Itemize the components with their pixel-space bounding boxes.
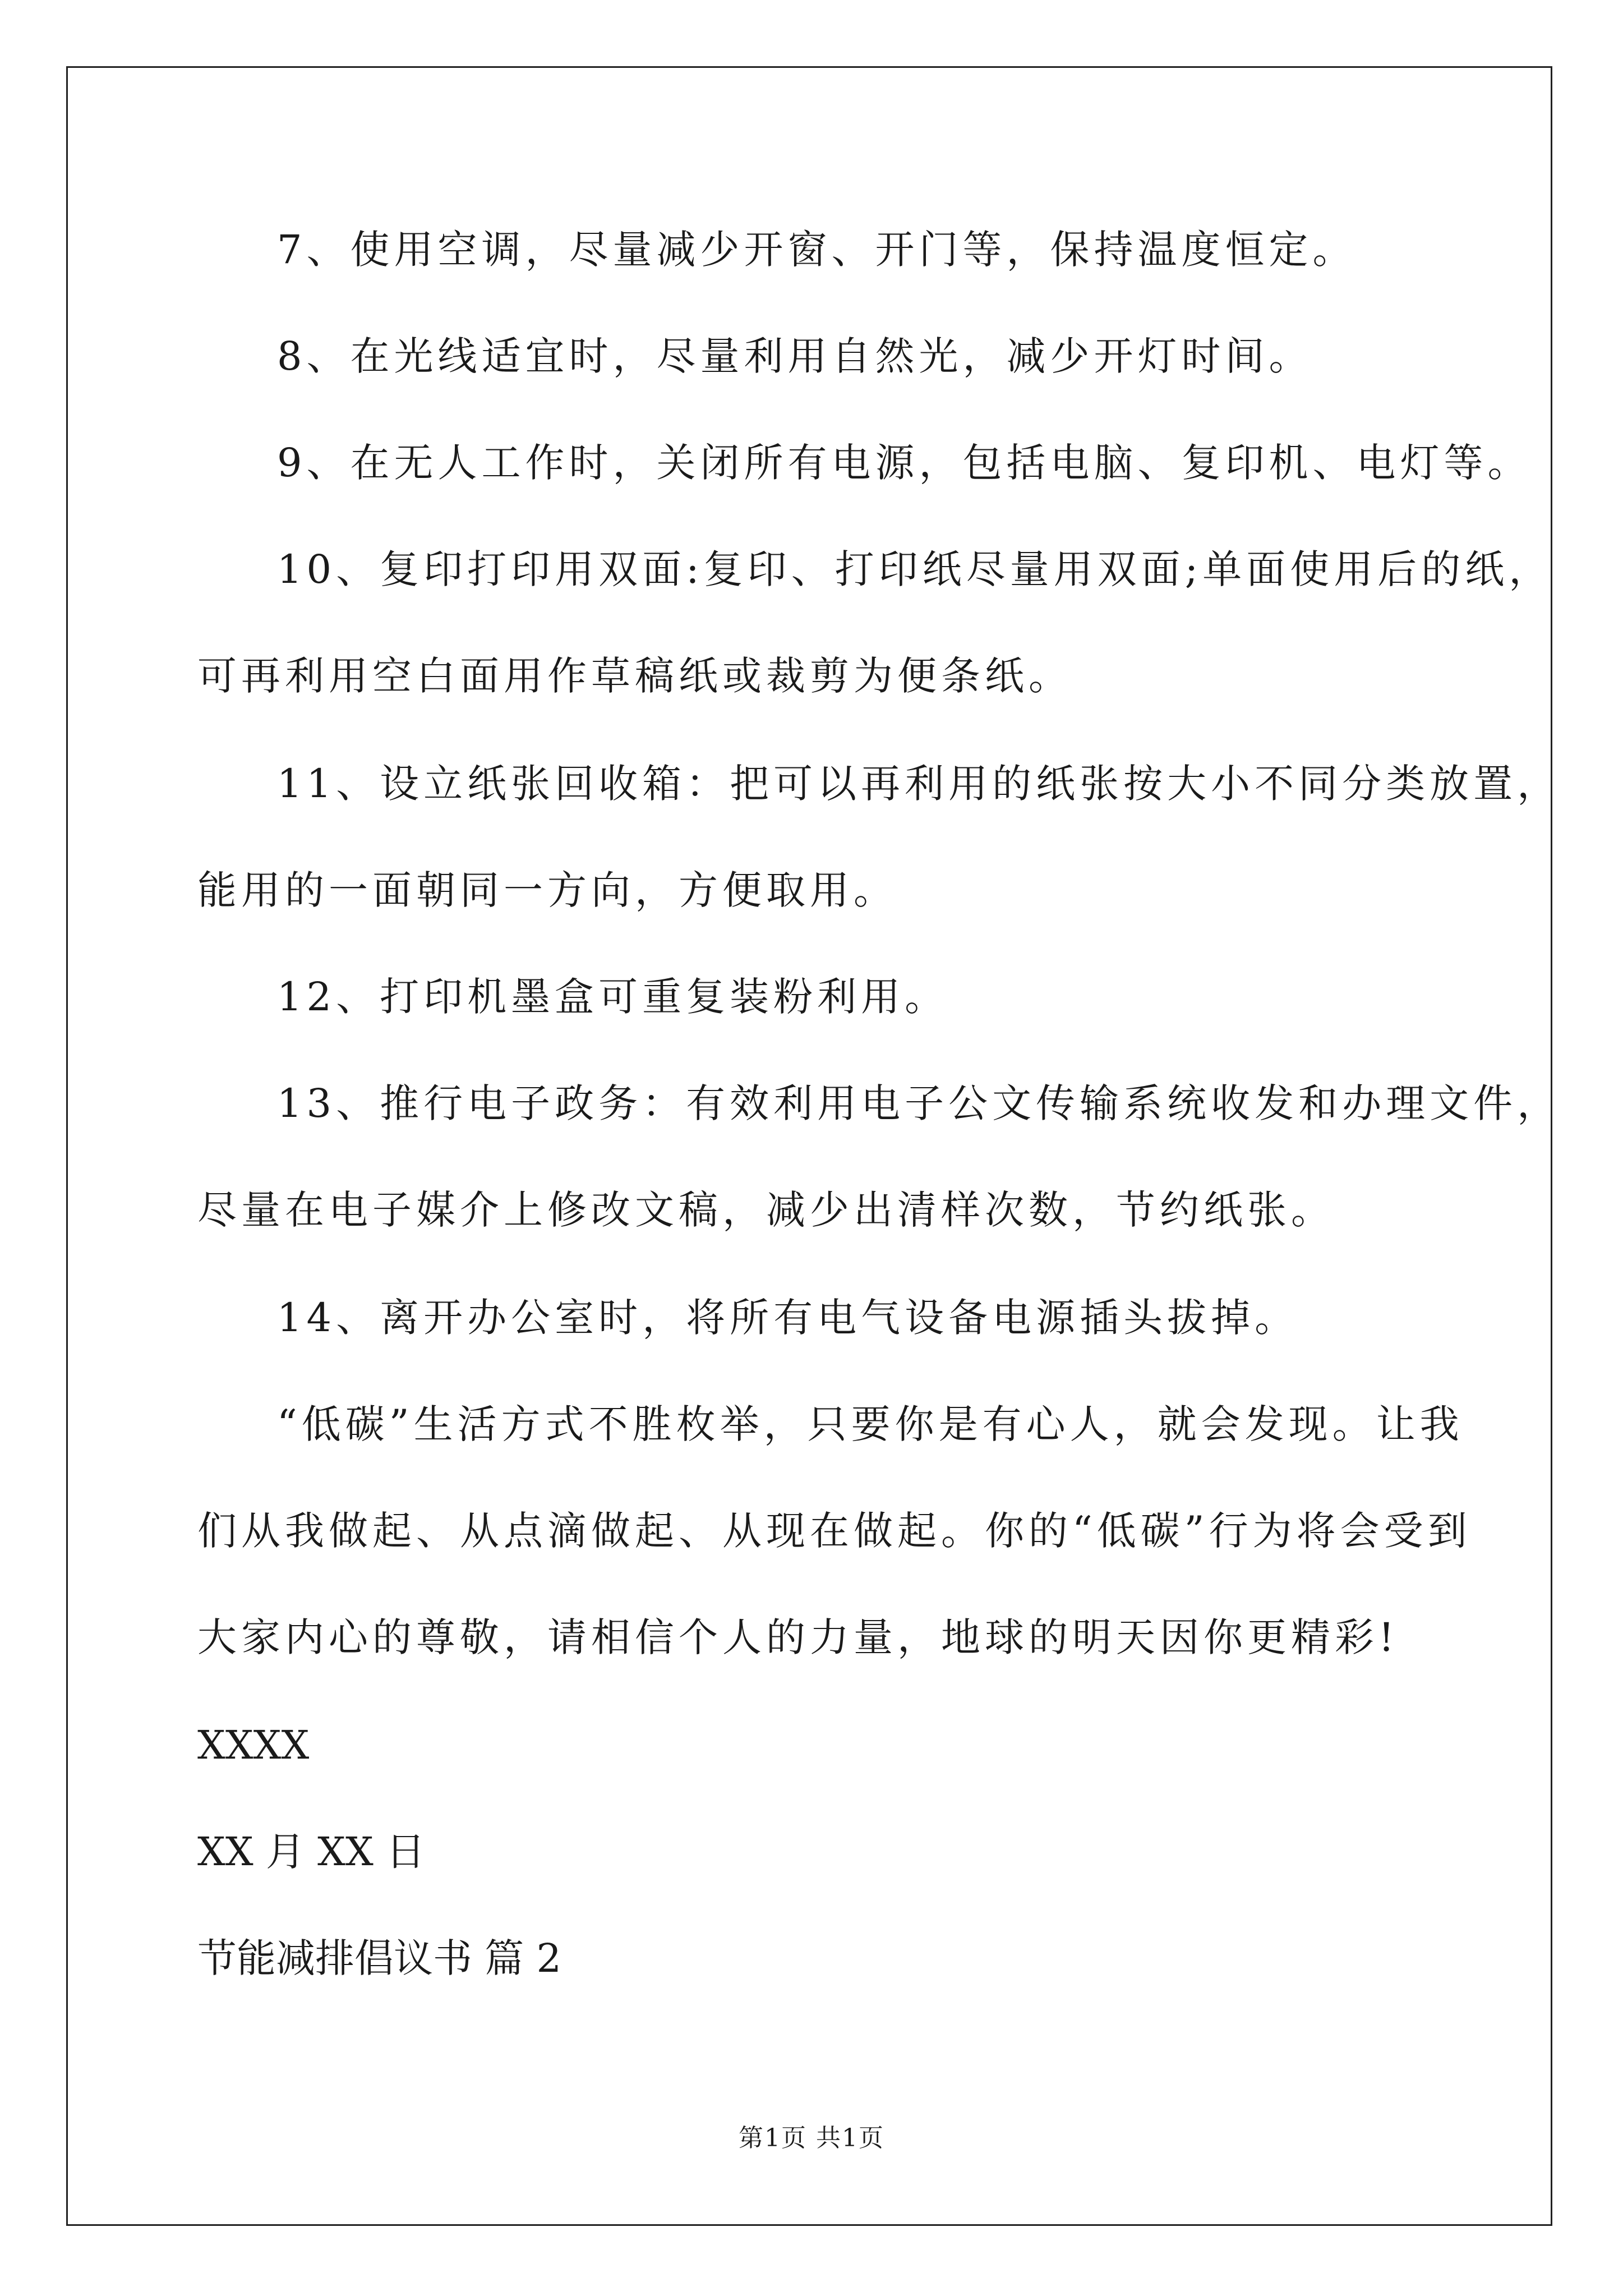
paragraph-item-11-line-1: 11、设立纸张回收箱：把可以再利用的纸张按大小不同分类放置， <box>277 761 1561 807</box>
closing-paragraph-line-2: 们从我做起、从点滴做起、从现在做起。你的“低碳”行为将会受到 <box>197 1508 1472 1554</box>
paragraph-item-9: 9、在无人工作时，关闭所有电源，包括电脑、复印机、电灯等。 <box>277 440 1532 486</box>
closing-paragraph-line-1: “低碳”生活方式不胜枚举，只要你是有心人，就会发现。让我 <box>277 1401 1464 1447</box>
paragraph-item-8: 8、在光线适宜时，尽量利用自然光，减少开灯时间。 <box>277 333 1313 379</box>
paragraph-item-10-line-2: 可再利用空白面用作草稿纸或裁剪为便条纸。 <box>197 653 1072 699</box>
paragraph-item-13-line-1: 13、推行电子政务：有效利用电子公文传输系统收发和办理文件， <box>277 1080 1561 1126</box>
paragraph-item-13-line-2: 尽量在电子媒介上修改文稿，减少出清样次数，节约纸张。 <box>197 1187 1335 1233</box>
paragraph-item-11-line-2: 能用的一面朝同一方向，方便取用。 <box>197 867 897 913</box>
page-border <box>66 66 1552 2226</box>
paragraph-item-10-line-1: 10、复印打印用双面:复印、打印纸尽量用双面;单面使用后的纸， <box>277 546 1553 592</box>
paragraph-item-7: 7、使用空调，尽量减少开窗、开门等，保持温度恒定。 <box>277 227 1357 273</box>
paragraph-item-12: 12、打印机墨盒可重复装粉利用。 <box>277 974 949 1020</box>
section-heading: 节能减排倡议书 篇 2 <box>197 1935 562 1981</box>
closing-paragraph-line-3: 大家内心的尊敬，请相信个人的力量，地球的明天因你更精彩! <box>197 1614 1399 1660</box>
page-number-footer: 第1页 共1页 <box>739 2124 884 2152</box>
signature-date: XX 月 XX 日 <box>197 1829 426 1875</box>
paragraph-item-14: 14、离开办公室时，将所有电气设备电源插头拔掉。 <box>277 1295 1299 1341</box>
signature-name: XXXX <box>197 1722 310 1768</box>
